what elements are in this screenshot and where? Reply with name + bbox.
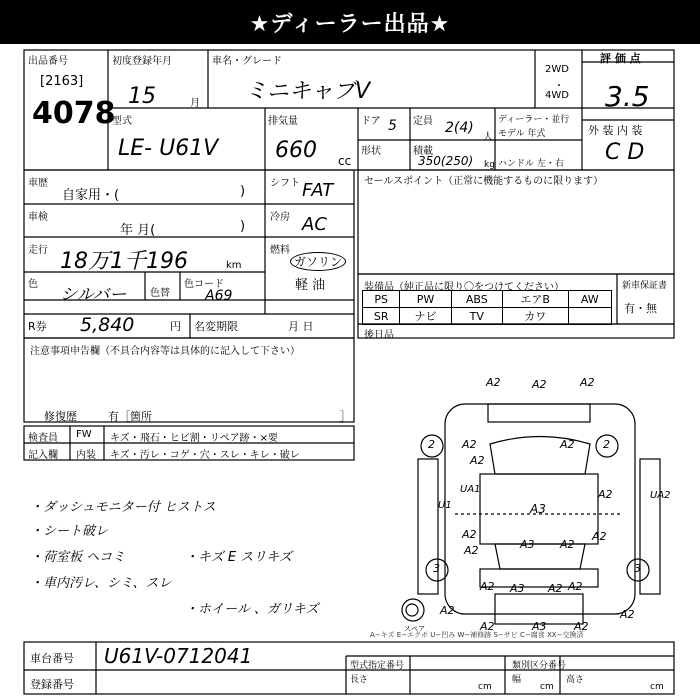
shift-label: シフト <box>270 178 300 189</box>
color-value: シルバー <box>60 285 127 305</box>
displacement-value: 660 <box>275 138 317 163</box>
damage-mark: UA2 <box>650 490 671 501</box>
classification-label: 類別区分番号 <box>512 661 567 671</box>
shape-label: 形状 <box>361 146 381 157</box>
circled-mark: 3 <box>634 562 641 575</box>
equip-pw: PW <box>400 291 451 308</box>
interior-items: キズ・汚レ・コゲ・穴・スレ・キレ・破レ <box>110 450 300 461</box>
equip-leather: カワ <box>502 308 568 325</box>
equip-abs: ABS <box>451 291 502 308</box>
model-value: LE- U61V <box>118 136 219 161</box>
model-label: 型式 <box>112 116 132 127</box>
repair-label: 修復歴 <box>44 410 77 423</box>
length-unit: cm <box>478 682 492 692</box>
damage-mark: A2 <box>532 378 547 391</box>
damage-mark: U1 <box>438 500 452 511</box>
repair-close: ］ <box>340 410 351 423</box>
lot-small-number: [2163] <box>40 74 84 89</box>
damage-mark: A3 <box>510 582 525 595</box>
width-label: 幅 <box>512 675 522 685</box>
fuel-diesel: 軽 油 <box>295 278 326 293</box>
note-1: ・ダッシュモニター付 ヒストス <box>30 500 216 515</box>
equip-ps: PS <box>363 291 400 308</box>
circled-mark: 3 <box>433 562 440 575</box>
fuel-gasoline: ガソリン <box>290 252 346 271</box>
capacity-value: 2(4) <box>445 120 474 136</box>
auction-sheet <box>0 44 700 700</box>
first-reg-label: 初度登録年月 <box>112 56 172 67</box>
equip-airbag: エアB <box>502 291 568 308</box>
equip-sr: SR <box>363 308 400 325</box>
notes-label: 注意事項申告欄（不具合内容等は具体的に記入して下さい） <box>30 346 300 357</box>
mileage-label: 走行 <box>28 245 48 256</box>
ac-value: AC <box>302 214 327 235</box>
damage-mark: A2 <box>470 454 485 467</box>
damage-mark: A2 <box>560 438 575 451</box>
score-value: 3.5 <box>605 80 650 113</box>
circled-mark: 2 <box>603 438 610 451</box>
inspector-entry-label: 記入欄 <box>28 450 58 461</box>
warranty-value: 有・無 <box>624 302 657 315</box>
damage-mark: UA1 <box>460 484 481 495</box>
first-reg-year: 15 <box>128 84 156 109</box>
damage-mark: A2 <box>592 530 607 543</box>
damage-mark: A2 <box>480 580 495 593</box>
history-close: ) <box>240 184 246 199</box>
equip-empty <box>568 308 611 325</box>
note-6: ・ホイール 、ガリキズ <box>185 602 319 617</box>
sheet-grid <box>0 44 700 700</box>
note-4: ・キズ E スリキズ <box>185 550 292 565</box>
circled-mark: 2 <box>428 438 435 451</box>
name-label: 車名・グレード <box>212 56 282 67</box>
equip-aw: AW <box>568 291 611 308</box>
history-label: 車歴 <box>28 178 48 189</box>
damage-mark: A2 <box>548 582 563 595</box>
fw-label: FW <box>76 429 92 440</box>
note-2: ・シート破レ <box>30 524 109 539</box>
fw-items: キズ・飛石・ヒビ割・リペア跡・×要 <box>110 433 278 444</box>
color-change-label: 色替 <box>150 288 170 299</box>
color-label: 色 <box>28 279 38 290</box>
ext-int-label: 外 装 内 装 <box>588 124 643 137</box>
damage-mark: A2 <box>464 544 479 557</box>
load-label: 積載 <box>413 146 433 157</box>
damage-mark: A2 <box>440 604 455 617</box>
inspector-label: 検査員 <box>28 433 58 444</box>
drive-4wd: 4WD <box>545 90 569 101</box>
drive-2wd: 2WD <box>545 64 569 75</box>
dealer-label: ディーラー・並行 <box>498 115 570 125</box>
damage-mark: A3 <box>530 502 546 516</box>
door-value: 5 <box>388 118 397 134</box>
height-unit: cm <box>650 682 664 692</box>
inspection-value: 年 月( <box>120 223 156 238</box>
damage-mark: A3 <box>532 620 547 633</box>
damage-mark: A2 <box>580 376 595 389</box>
inspection-close: ) <box>240 219 246 234</box>
chassis-label: 車台番号 <box>30 652 74 665</box>
drive-dot: ・ <box>554 81 564 92</box>
inspection-label: 車検 <box>28 212 48 223</box>
equip-tv: TV <box>451 308 502 325</box>
ac-label: 冷房 <box>270 212 290 223</box>
recycle-value: 5,840 <box>80 314 135 336</box>
note-3: ・荷室板 ヘコミ <box>30 550 126 565</box>
selling-points-label: セールスポイント（正常に機能するものに限ります） <box>364 176 604 187</box>
car-name: ミニキャブV <box>245 79 371 104</box>
registration-label: 登録番号 <box>30 678 74 691</box>
damage-mark: A3 <box>520 538 535 551</box>
color-code-label: 色コード <box>184 279 224 290</box>
width-unit: cm <box>540 682 554 692</box>
door-label: ドア <box>361 116 381 127</box>
later-items-label: 後日品 <box>364 330 394 341</box>
mileage-unit: km <box>226 260 242 271</box>
damage-mark: A2 <box>560 538 575 551</box>
shift-value: FAT <box>302 180 334 201</box>
modelyear-label: モデル 年式 <box>498 129 546 139</box>
lot-label: 出品番号 <box>28 56 68 67</box>
damage-mark: A2 <box>486 376 501 389</box>
repair-value: 有［箇所 <box>108 410 152 423</box>
ext-int-value: C D <box>605 140 645 165</box>
equipment-table <box>362 290 612 325</box>
capacity-unit: 人 <box>483 132 493 143</box>
spare-label: スペア <box>404 625 425 633</box>
first-reg-month-unit: 月 <box>190 98 200 109</box>
damage-mark: A2 <box>620 608 635 621</box>
interior-label: 内装 <box>76 450 96 461</box>
history-value: 自家用・( <box>62 188 120 203</box>
height-label: 高さ <box>566 675 585 685</box>
chassis-value: U61V-0712041 <box>104 644 253 668</box>
note-5: ・車内汚レ、シミ、スレ <box>30 576 172 591</box>
capacity-label: 定員 <box>413 116 433 127</box>
load-unit: kg <box>484 160 495 170</box>
equip-navi: ナビ <box>400 308 451 325</box>
recycle-label: R券 <box>28 320 47 333</box>
damage-mark: A2 <box>574 620 589 633</box>
damage-mark: A2 <box>598 488 613 501</box>
handle-label: ハンドル 左・右 <box>498 159 564 169</box>
namechange-value: 月 日 <box>288 320 314 333</box>
lot-number: 4078 <box>32 96 116 131</box>
recycle-unit: 円 <box>170 320 181 333</box>
load-value: 350(250) <box>418 154 474 168</box>
damage-mark: A2 <box>462 438 477 451</box>
color-code-value: A69 <box>205 288 233 304</box>
warranty-label: 新車保証書 <box>622 281 668 291</box>
fuel-label: 燃料 <box>270 245 290 256</box>
namechange-label: 名変期限 <box>194 320 238 333</box>
dealer-banner: ★ディーラー出品★ <box>0 0 700 44</box>
type-designation-label: 型式指定番号 <box>350 661 405 671</box>
score-label: 評 価 点 <box>600 52 641 65</box>
legend: A−キズ E−エクボ U−凹み W−補修跡 S−サビ C−腐食 XX−交換済 <box>370 631 584 639</box>
displacement-unit: cc <box>338 154 352 168</box>
damage-mark: A2 <box>568 580 583 593</box>
damage-mark: A2 <box>480 620 495 633</box>
mileage-value: 18万1千196 <box>60 249 188 274</box>
equipment-label: 装備品（純正品に限り〇をつけてください） <box>364 282 564 293</box>
damage-mark: A2 <box>462 528 477 541</box>
length-label: 長さ <box>350 675 369 685</box>
displacement-label: 排気量 <box>268 116 298 127</box>
